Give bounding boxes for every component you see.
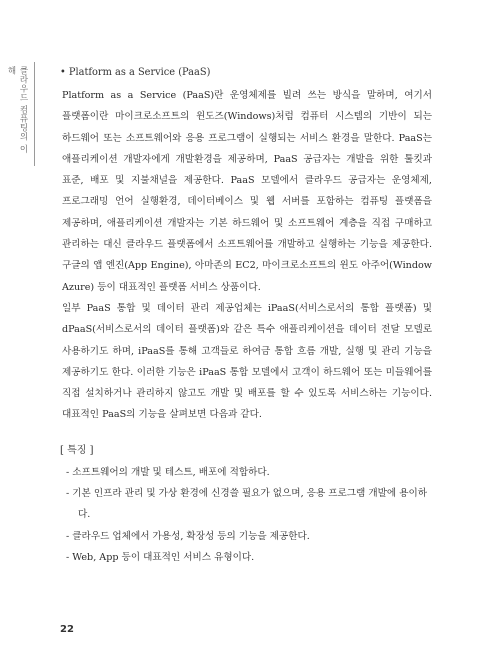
side-rule: [34, 62, 35, 166]
section-heading: • Platform as a Service (PaaS): [60, 67, 211, 78]
feature-item: - 기본 인프라 관리 및 가상 환경에 신경쓸 필요가 없으며, 응용 프로그램 개발에 용이하다.: [66, 488, 428, 521]
feature-item: - Web, App 등이 대표적인 서비스 유형이다.: [66, 551, 255, 563]
page-content: [56, 66, 432, 568]
page-number: 22: [60, 624, 74, 635]
paragraph-ipaas-dpaas: 일부 PaaS 통합 및 데이터 관리 제공업체는 iPaaS(서비스로서의 통합 플랫폼) 및 dPaaS(서비스로서의 데이터 플랫폼)와 같은 특수 애플리케이션을 데이터 전달 모델로 사용하기도 하며, iPaaS를 통해 고객들로 하여금 통합 흐름 개발, 실행 및 관리 기능을 제공하기도 한다. 이러한 기능은 iPaaS 통합 모델에서 고객이 하드웨어 또는 미들웨어를 직접 설치하거나 관리하지 않고도 개발 및 배포를 할 수 있도록 서비스하는 기능이다. 대표적인 PaaS의 기능을 살펴보면 다음과 같다.: [62, 302, 432, 421]
features-list: [56, 462, 432, 568]
spacer: [56, 426, 432, 444]
chapter-side-label: 클라우드 컴퓨팅의 이해: [6, 66, 28, 154]
feature-item: - 클라우드 업체에서 가용성, 확장성 등의 기능을 제공한다.: [66, 530, 310, 542]
feature-item: - 소프트웨어의 개발 및 테스트, 배포에 적합하다.: [66, 466, 270, 478]
paragraph-paas-definition: Platform as a Service (PaaS)란 운영체제를 빌려 쓰는 방식을 말하며, 여기서 플랫폼이란 마이크로소프트의 윈도즈(Windows)처럼 컴퓨터 시스템의 기반이 되는 하드웨어 또는 소프트웨어와 응용 프로그램이 실행되는 서비스 환경을 말한다. PaaS는 애플리케이션 개발자에게 개발환경을 제공하며, PaaS 공급자는 개발을 위한 툴킷과 표준, 배포 및 지불채널을 제공한다. PaaS 모델에서 클라우드 공급자는 운영체제, 프로그래밍 언어 실행환경, 데이터베이스 및 웹 서버를 포함하는 컴퓨팅 플랫폼을 제공하며, 애플리케이션 개발자는 기본 하드웨어 및 소프트웨어 계층을 직접 구매하고 관리하는 대신 클라우드 플랫폼에서 소프트웨어를 개발하고 실행하는 기능을 제공한다. 구글의 앱 엔진(App Engine), 아마존의 EC2, 마이크로소프트의 윈도 아주어(Window Azure) 등이 대표적인 플랫폼 서비스 상품이다.: [62, 90, 433, 293]
features-heading: [ 특징 ]: [60, 444, 94, 456]
